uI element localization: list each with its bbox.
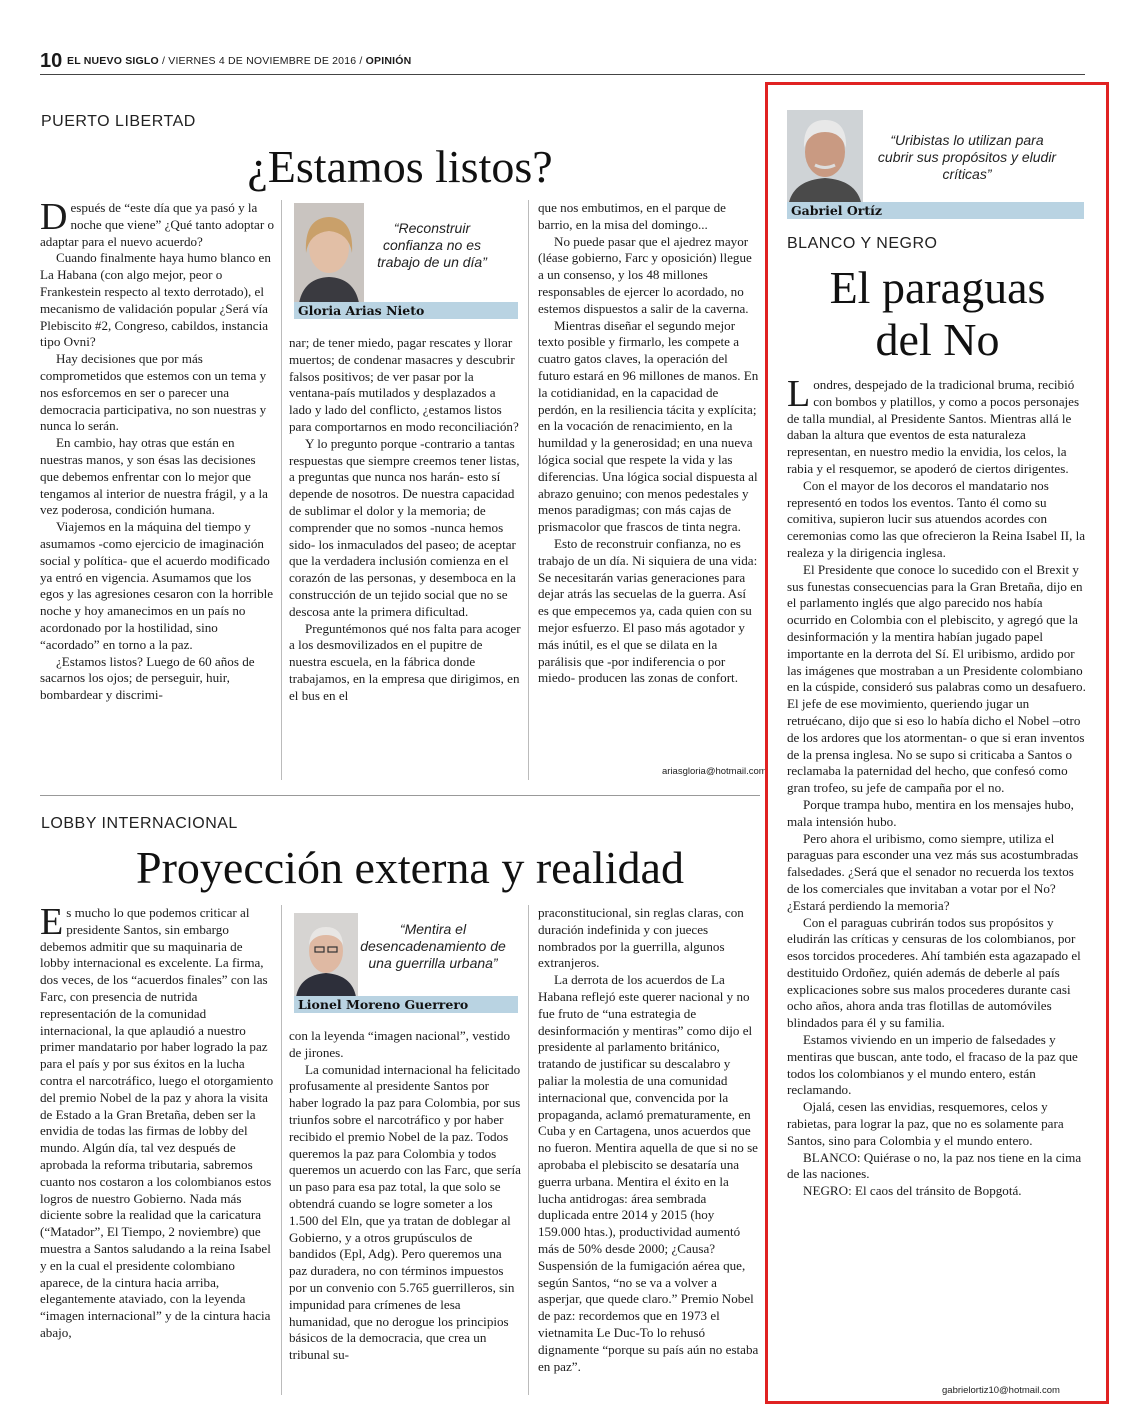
paragraph: Cuando finalmente haya humo blanco en La Habana (con algo mejor, peor o Frankestein respecto al texto derrotado), el mecanismo de validación popular ¿Será vía Plebiscito #2, Congreso, cabildos, instancia tipo Ovni? xyxy=(40,250,271,350)
article1-column-2 xyxy=(289,335,521,705)
paragraph: Con el mayor de los decoros el mandatario nos representó en todos los eventos. Tanto él como su comitiva, supieron lucir sus atuendos acordes con ceremonias como las que ofrecieron la Reina Isabel II, la realeza y la dirigencia inglesa. xyxy=(787,477,1086,560)
newspaper-name: EL NUEVO SIGLO xyxy=(67,55,159,67)
page-header xyxy=(40,50,1085,75)
paragraph: No puede pasar que el ajedrez mayor (léase gobierno, Farc y oposición) llegue a un consenso, y los 48 millones responsables de ejercer lo acordado, no estemos dispuestos a salir de la caverna. xyxy=(538,233,752,316)
article2-column-1 xyxy=(40,901,275,1342)
paragraph: En cambio, hay otras que están en nuestras manos, y son ésas las decisiones que debemos enfrentar con lo mejor que tengamos al interior de nuestra frágil, y a la vez poderosa, condición humana. xyxy=(40,435,268,518)
paragraph: ondres, despejado de la tradicional bruma, recibió con bombos y platillos, y como a pocos personajes de talla mundial, al Presidente Santos. Mientras allá le daban la altura que eventos de esta naturaleza representan, en nuestro medio la envidia, los celos, la rabia y el resquemor, se apoderó de ciertos dirigentes. xyxy=(787,377,1080,476)
paragraph: s mucho lo que podemos criticar al presidente Santos, sin embargo debemos admitir que su maquinaria de lobby internacional es excelente. La firma, dos veces, de los “acuerdos finales” con las Farc, con presencia de nutrida representación de la comunidad internacional, la que aplaudió a nuestro primer mandatario por haber logrado la paz para el país y por sus éxitos en la lucha contra el narcotráfico, luego el otorgamiento del premio Nobel de la paz y ahora la visita de Estado a la Gran Bretaña, deben ser la envidia de todas las firmas de lobby del mundo. Algún día, tal vez después de aprobada la reforma tributaria, sabremos cuanto nos costaron a los colombianos estos logros de nuestro Gobierno. Nada más diciente sobre la realidad que la caricatura (“Matador”, El Tiempo, 2 noviembre) que muestra a Santos saludando a la reina Isabel y en la cual el presidente colombiano aparece, de la cintura hacia arriba, elegantemente ataviado, con la leyenda “imagen internacional” y de la cintura hacia abajo, xyxy=(40,905,274,1340)
paragraph: Estamos viviendo en un imperio de falsedades y mentiras que buscan, ante todo, el fracaso de la paz que todos los colombianos y el mundo entero, están reclamando. xyxy=(787,1032,1078,1098)
article1-column-1 xyxy=(40,196,275,704)
paragraph: Mientras diseñar el segundo mejor texto posible y firmarlo, les compete a cuatro gatos claves, la operación del futuro estará en 96 millones de manos. En la cotidianidad, en la capacidad de perdón, en la resiliencia tácita y explícita; en la vocación de renacimiento, en la humildad y la generosidad; en una nueva lógica social que respete la vida y las diferencias. Una lógica social dispuesta al abrazo genuino; con menos pedestales y menos paradigmas; con más cajas de prismacolor que frascos de tinta negra. xyxy=(538,317,759,535)
paragraph: Preguntémonos qué nos falta para acoger a los desmovilizados en el pupitre de nuestra escuela, en la fábrica donde trabajamos, en la empresa que dirigimos, en el bus en el xyxy=(289,620,521,703)
article1-author: Gloria Arias Nieto xyxy=(294,302,518,319)
paragraph: La comunidad internacional ha felicitado profusamente al presidente Santos por haber logrado la paz para Colombia, por sus triunfos sobre el narcotráfico y por haber recibido el premio Nobel de la paz. Todos queremos la paz para Colombia y todos queremos un acuerdo con las Farc, que sería un paso para esa paz total, la que solo se obtendrá cuando se logre someter a los 1.500 del Eln, que ya tratan de doblegar al Gobierno, y a otros grupúsculos de bandidos (Epl, Adg). Pero queremos una paz duradera, no con términos impuestos por un convenio con 5.765 guerrilleros, sin impunidad para crímenes de lesa humanidad, que no derogue los principios básicos de la democracia, que crea un tribunal su- xyxy=(289,1061,521,1363)
paragraph: Hay decisiones que por más comprometidos que estemos con un tema y nos esforcemos en ser o parecer una democracia participativa, no son nuestras y nunca lo serán. xyxy=(40,351,267,434)
column-divider xyxy=(528,200,529,780)
column-divider xyxy=(281,905,282,1395)
paragraph: NEGRO: El caos del tránsito de Bopgotá. xyxy=(803,1183,1022,1199)
column-divider xyxy=(528,905,529,1395)
paragraph: Viajemos en la máquina del tiempo y asumamos -como ejercicio de imaginación social y política- que el acuerdo modificado ya entró en vigencia. Asumamos que los egos y las agresiones cesaron con la horrible noche y hoy amanecimos en un país no acordonado por la hostilidad, sino “acordado” en torno a la paz. xyxy=(40,519,274,652)
article3-title-line2: del No xyxy=(875,314,1000,365)
paragraph: La derrota de los acuerdos de La Habana reflejó este querer nacional y no fue fruto de “una estrategia de desinformación y mentiras” como dijo el presidente al parlamento británico, tratando de justificar su descalabro y paliar la molestia de una comunidad internacional que, convencida por la propaganda, aclamó prematuramente, en Cuba y en Cartagena, unos acuerdos que no fueron. Mentira aquella de que si no se aprobaba el plebiscito se desataría una guerra urbana. Mentira el éxito en la lucha antidrogas: área sembrada duplicada entre 2014 y 2015 (hoy 159.000 htas.), productividad aumentó más de 50% desde 2000; ¿Causa? Suspensión de la fumigación aérea que, según Santos, “no se va a volver a asperjar, que quede claro.” Premio Nobel de paz: recordemos que en 1973 el vietnamita Le Duc-To lo rehusó dignamente “porque su país aún no estaba en paz”. xyxy=(538,972,759,1374)
article2-title: Proyección externa y realidad xyxy=(136,842,684,893)
paragraph: Porque trampa hubo, mentira en los mensajes hubo, mala intensión hubo. xyxy=(787,796,1074,829)
article2-column-2 xyxy=(289,1028,521,1364)
author-photo-gabriel xyxy=(787,110,863,202)
header-info: EL NUEVO SIGLO / VIERNES 4 DE NOVIEMBRE DE 2016 / OPINIÓN xyxy=(67,55,412,67)
article2-section: LOBBY INTERNACIONAL xyxy=(41,815,238,832)
header-section: OPINIÓN xyxy=(365,55,412,67)
article1-quote: “Reconstruir confianza no es trabajo de un día” xyxy=(377,220,487,270)
article3-title-line1: El paraguas xyxy=(829,262,1046,313)
article2-quote: “Mentira el desencadenamiento de una guerrilla urbana” xyxy=(360,921,506,971)
article3-title xyxy=(775,262,1100,366)
paragraph: ¿Estamos listos? Luego de 60 años de sacarnos los ojos; de perseguir, huir, bombardear y discrimi- xyxy=(40,653,255,703)
article1-section: PUERTO LIBERTAD xyxy=(41,113,196,130)
paragraph: que nos embutimos, en el parque de barrio, en la misa del domingo... xyxy=(538,200,726,232)
article3-section: BLANCO Y NEGRO xyxy=(787,235,938,252)
article2-author: Lionel Moreno Guerrero xyxy=(294,996,518,1013)
article2-column-3 xyxy=(538,905,760,1375)
paragraph: nar; de tener miedo, pagar rescates y llorar muertos; de condenar masacres y descubrir falsos positivos; de ver pasar por la ventana-país mutilados y desplazados a lado y lado del conflicto, ¿estamos listos para comportarnos en modo reconciliación? xyxy=(289,335,519,434)
article3-author: Gabriel Ortíz xyxy=(787,202,1084,219)
article-divider xyxy=(40,795,760,796)
header-date: VIERNES 4 DE NOVIEMBRE DE 2016 xyxy=(168,55,357,67)
article3-email: gabrielortiz10@hotmail.com xyxy=(942,1385,1060,1396)
paragraph: Y lo pregunto porque -contrario a tantas respuestas que siempre creemos tener listas, a preguntas que nunca nos harán- esto sí depende de nosotros. De nuestra capacidad de sublimar el dolor y la memoria; de comprender que no somos -nunca hemos sido- los inmaculados del paseo; de aceptar que la verdadera inclusión comienza en el corazón de las personas, y desemboca en la construcción de un tejido social que no se descosa ante la primera dificultad. xyxy=(289,435,520,619)
article3-quote: “Uribistas lo utilizan para cubrir sus propósitos y eludir críticas” xyxy=(877,132,1057,182)
paragraph: BLANCO: Quiérase o no, la paz nos tiene en la cima de las naciones. xyxy=(787,1149,1082,1182)
paragraph: Ojalá, cesen las envidias, resquemores, celos y rabietas, para lograr la paz, que no es solamente para Santos, sino para Colombia y el mundo entero. xyxy=(787,1099,1064,1148)
dropcap: E xyxy=(40,901,64,943)
dropcap: L xyxy=(787,373,811,415)
paragraph: Con el paraguas cubrirán todos sus propósitos y eludirán las críticas y censuras de los colombianos, por esos torcidos procederes. Ahí también esta agazapado el destituido Ordoñez, quién además de deberle al país explicaciones sobre sus malos procederes durante casi ocho años, ahora anda tras flotillas de automóviles blindados para él y su familia. xyxy=(787,914,1081,1031)
article1-email: ariasgloria@hotmail.com xyxy=(662,766,767,777)
author-photo-gloria xyxy=(294,203,364,303)
column-divider xyxy=(281,200,282,780)
author-photo-lionel xyxy=(294,913,358,997)
dropcap: D xyxy=(40,196,68,238)
paragraph: El Presidente que conoce lo sucedido con el Brexit y sus funestas consecuencias para la Gran Bretaña, dijo en el parlamento inglés que algo parecido nos había ocurrido en Colombia con el plebiscito, y agregó que la desinformación y la mentira habían jugado papel importante en la derrota del Sí. El uribismo, ardido por las imágenes que mostraban a un Presidente colombiano en la cúspide, consideró sus palabras como un desafuero. El jefe de ese movimiento, queriendo jugar un retruécano, dijo que si eso lo había dicho el Nobel –otro de los ardores que los atormentan- o que si eran inventos de la prensa inglesa. No se supo si criticaba a Santos o reclamaba la paternidad del hecho, que confesó como gran trofeo, su jefe de campaña por el no. xyxy=(787,561,1086,796)
paragraph: Pero ahora el uribismo, como siempre, utiliza el paraguas para esconder una vez más sus acostumbradas falsedades. ¿Será que el senador no recuerda los textos de los comerciales que invitaban a votar por el No? ¿Estará perdiendo la memoria? xyxy=(787,830,1079,913)
paragraph: espués de “este día que ya pasó y la noche que viene” ¿Qué tanto adoptar o adaptar para el nuevo acuerdo? xyxy=(40,200,275,249)
article1-column-3 xyxy=(538,200,760,687)
paragraph: praconstitucional, sin reglas claras, con duración indefinida y con jueces nombrados por la guerrilla, algunos extranjeros. xyxy=(538,905,744,971)
paragraph: Esto de reconstruir confianza, no es trabajo de un día. Ni siquiera de una vida: Se necesitarán varias generaciones para dejar atrás las secuelas de la guerra. Así es que empecemos ya, cada quien con su mejor esfuerzo. El paso más agotador y más inútil, es el que se dilata en la parálisis que -por indiferencia o por miedo- producen las zonas de confort. xyxy=(538,535,758,686)
paragraph: con la leyenda “imagen nacional”, vestido de jirones. xyxy=(289,1028,511,1060)
article1-title: ¿Estamos listos? xyxy=(247,141,553,192)
article3-body xyxy=(787,373,1087,1200)
page-number: 10 xyxy=(40,50,63,72)
